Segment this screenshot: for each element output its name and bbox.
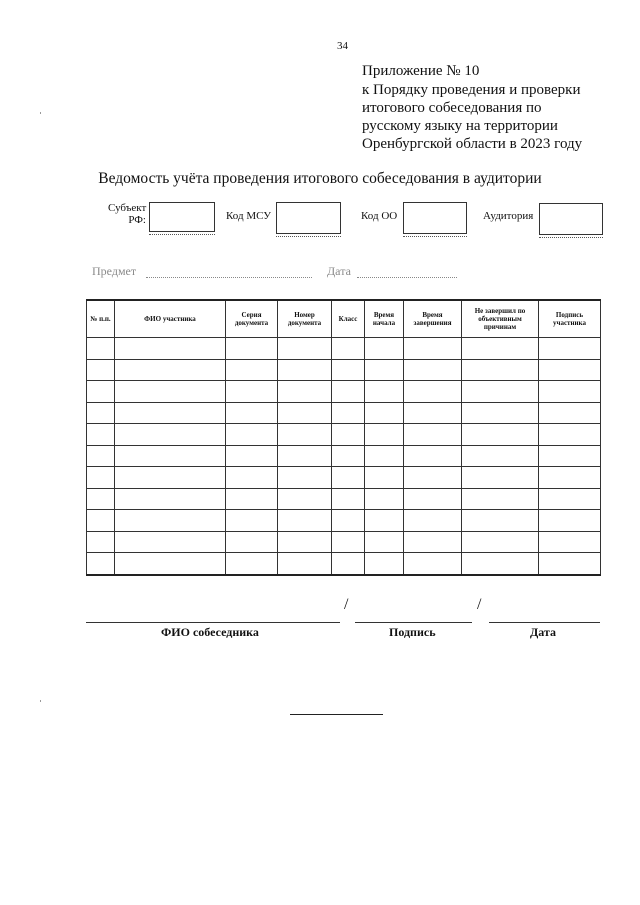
table-cell[interactable]: [226, 402, 278, 424]
table-cell[interactable]: [539, 359, 601, 381]
column-header: Серия документа: [226, 300, 278, 338]
table-cell[interactable]: [404, 381, 462, 403]
table-cell[interactable]: [462, 424, 539, 446]
table-cell[interactable]: [87, 445, 115, 467]
table-cell[interactable]: [278, 510, 332, 532]
table-cell[interactable]: [87, 381, 115, 403]
table-cell[interactable]: [87, 424, 115, 446]
column-header: Время начала: [365, 300, 404, 338]
table-cell[interactable]: [115, 359, 226, 381]
table-cell[interactable]: [278, 381, 332, 403]
table-cell[interactable]: [278, 445, 332, 467]
table-cell[interactable]: [539, 488, 601, 510]
table-row: [87, 338, 601, 360]
table-cell[interactable]: [404, 488, 462, 510]
table-cell[interactable]: [278, 531, 332, 553]
column-header: Время завершения: [404, 300, 462, 338]
predmet-field[interactable]: [146, 277, 312, 278]
table-cell[interactable]: [365, 381, 404, 403]
auditorium-label: Аудитория: [483, 210, 534, 222]
table-cell[interactable]: [87, 553, 115, 575]
table-cell[interactable]: [404, 424, 462, 446]
subject-label: Субъект РФ:: [108, 202, 147, 226]
table-cell[interactable]: [462, 510, 539, 532]
table-cell[interactable]: [365, 553, 404, 575]
annex-line: Приложение № 10: [362, 63, 480, 79]
table-cell[interactable]: [404, 338, 462, 360]
table-cell[interactable]: [115, 467, 226, 489]
table-cell[interactable]: [226, 424, 278, 446]
table-cell[interactable]: [365, 402, 404, 424]
table-cell[interactable]: [539, 467, 601, 489]
table-cell[interactable]: [365, 488, 404, 510]
table-cell[interactable]: [226, 359, 278, 381]
auditorium-code-box[interactable]: [539, 203, 603, 235]
table-cell[interactable]: [539, 402, 601, 424]
column-header: № п.п.: [87, 300, 115, 338]
table-cell[interactable]: [404, 402, 462, 424]
msu-label: Код МСУ: [226, 210, 272, 222]
table-row: [87, 402, 601, 424]
table-cell[interactable]: [462, 381, 539, 403]
table-cell[interactable]: [115, 402, 226, 424]
fio-signature-line[interactable]: [86, 622, 340, 623]
table-cell[interactable]: [404, 531, 462, 553]
table-cell[interactable]: [278, 338, 332, 360]
table-cell[interactable]: [332, 359, 365, 381]
table-cell[interactable]: [87, 359, 115, 381]
table-cell[interactable]: [462, 445, 539, 467]
table-row: [87, 488, 601, 510]
table-cell[interactable]: [278, 553, 332, 575]
table-cell[interactable]: [226, 467, 278, 489]
table-cell[interactable]: [332, 488, 365, 510]
closing-divider: [290, 714, 383, 715]
table-cell[interactable]: [365, 359, 404, 381]
page-number: 34: [337, 40, 348, 52]
table-cell[interactable]: [278, 467, 332, 489]
margin-mark: [40, 700, 41, 702]
table-cell[interactable]: [226, 531, 278, 553]
column-header: ФИО участника: [115, 300, 226, 338]
table-cell[interactable]: [115, 531, 226, 553]
table-cell[interactable]: [332, 424, 365, 446]
table-cell[interactable]: [278, 424, 332, 446]
oo-label: Код ОО: [361, 210, 398, 222]
table-cell[interactable]: [332, 381, 365, 403]
table-cell[interactable]: [115, 445, 226, 467]
table-cell[interactable]: [404, 467, 462, 489]
table-row: [87, 510, 601, 532]
podpis-signature-line[interactable]: [355, 622, 472, 623]
table-cell[interactable]: [404, 359, 462, 381]
table-row: [87, 381, 601, 403]
date-signature-line[interactable]: [489, 622, 600, 623]
table-cell[interactable]: [539, 531, 601, 553]
participants-table: [86, 299, 601, 576]
msu-code-box[interactable]: [276, 202, 341, 234]
annex-line: итогового собеседования по: [362, 100, 542, 116]
table-cell[interactable]: [226, 381, 278, 403]
table-cell[interactable]: [462, 553, 539, 575]
table-cell[interactable]: [462, 338, 539, 360]
annex-line: Оренбургской области в 2023 году: [362, 136, 583, 152]
table-cell[interactable]: [226, 488, 278, 510]
table-cell[interactable]: [332, 510, 365, 532]
table-cell[interactable]: [226, 445, 278, 467]
table-cell[interactable]: [87, 467, 115, 489]
table-cell[interactable]: [115, 488, 226, 510]
date-field[interactable]: [357, 277, 457, 278]
column-header: Не завершил по объективным причинам: [462, 300, 539, 338]
annex-line: русскому языку на территории: [362, 118, 558, 134]
table-cell[interactable]: [332, 445, 365, 467]
table-row: [87, 445, 601, 467]
table-cell[interactable]: [539, 338, 601, 360]
table-cell[interactable]: [365, 424, 404, 446]
table-row: [87, 531, 601, 553]
table-cell[interactable]: [278, 402, 332, 424]
table-cell[interactable]: [115, 510, 226, 532]
table-cell[interactable]: [115, 381, 226, 403]
margin-mark: [40, 112, 41, 114]
table-cell[interactable]: [462, 467, 539, 489]
table-cell[interactable]: [115, 338, 226, 360]
table-cell[interactable]: [115, 553, 226, 575]
table-cell[interactable]: [365, 531, 404, 553]
column-header: Номер документа: [278, 300, 332, 338]
table-cell[interactable]: [365, 338, 404, 360]
table-cell[interactable]: [404, 510, 462, 532]
table-cell[interactable]: [365, 467, 404, 489]
table-header-row: [87, 300, 601, 338]
table-cell[interactable]: [87, 510, 115, 532]
date-label: Дата: [327, 264, 351, 278]
table-cell[interactable]: [539, 381, 601, 403]
table-row: [87, 359, 601, 381]
table-cell[interactable]: [226, 510, 278, 532]
table-cell[interactable]: [278, 488, 332, 510]
date-caption: Дата: [530, 625, 556, 639]
table-body: [87, 338, 601, 575]
podpis-caption: Подпись: [389, 625, 436, 639]
table-cell[interactable]: [278, 359, 332, 381]
table-cell[interactable]: [365, 510, 404, 532]
separator-slash: /: [477, 596, 482, 613]
fio-caption: ФИО собеседника: [161, 625, 259, 639]
table-cell[interactable]: [462, 359, 539, 381]
table-cell[interactable]: [365, 445, 404, 467]
table-cell[interactable]: [539, 424, 601, 446]
table-cell[interactable]: [539, 510, 601, 532]
predmet-label: Предмет: [92, 264, 137, 278]
subject-code-box[interactable]: [149, 202, 215, 232]
table-cell[interactable]: [462, 488, 539, 510]
table-cell[interactable]: [404, 553, 462, 575]
separator-slash: /: [344, 596, 349, 613]
table-cell[interactable]: [226, 338, 278, 360]
annex-line: к Порядку проведения и проверки: [362, 82, 581, 98]
table-cell[interactable]: [404, 445, 462, 467]
table-row: [87, 553, 601, 575]
table-cell[interactable]: [87, 338, 115, 360]
table-row: [87, 467, 601, 489]
table-cell[interactable]: [115, 424, 226, 446]
table-row: [87, 424, 601, 446]
table-cell[interactable]: [462, 402, 539, 424]
table-cell[interactable]: [87, 531, 115, 553]
table-cell[interactable]: [226, 553, 278, 575]
table-cell[interactable]: [332, 338, 365, 360]
table-cell[interactable]: [87, 402, 115, 424]
column-header: Класс: [332, 300, 365, 338]
table-cell[interactable]: [332, 531, 365, 553]
table-cell[interactable]: [539, 445, 601, 467]
table-cell[interactable]: [332, 553, 365, 575]
table-cell[interactable]: [539, 553, 601, 575]
table-cell[interactable]: [332, 402, 365, 424]
oo-code-box[interactable]: [403, 202, 467, 234]
table-cell[interactable]: [462, 531, 539, 553]
table-cell[interactable]: [332, 467, 365, 489]
document-title: Ведомость учёта проведения итогового собеседования в аудитории: [98, 170, 542, 187]
table-cell[interactable]: [87, 488, 115, 510]
column-header: Подпись участника: [539, 300, 601, 338]
